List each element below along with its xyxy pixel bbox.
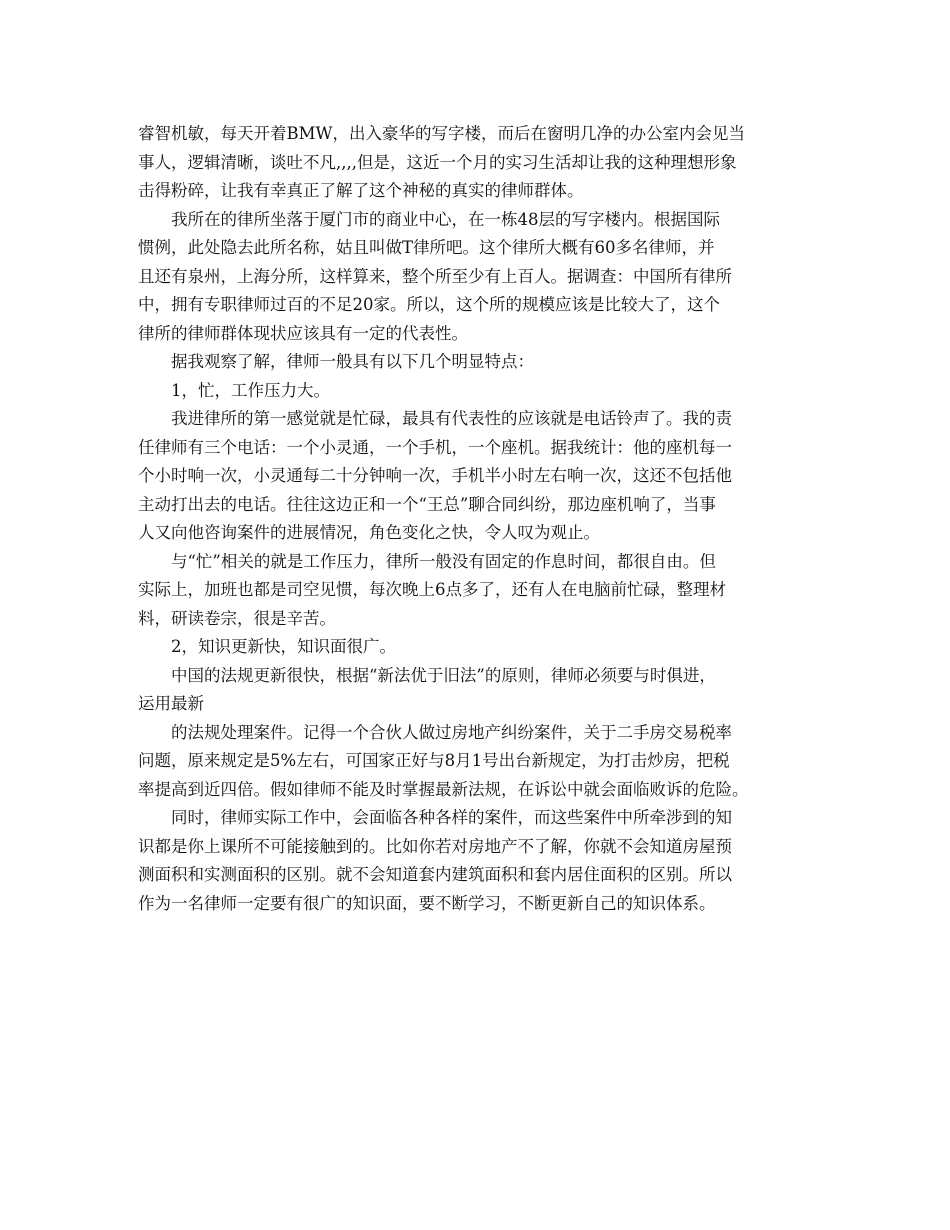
text-line: 运用最新 <box>138 694 204 713</box>
text-line: 的法规处理案件。记得一个合伙人做过房地产纠纷案件，关于二手房交易税率 <box>171 722 732 742</box>
text-line: 率提高到近四倍。假如律师不能及时掌握最新法规，在诉讼中就会面临败诉的危险。 <box>138 779 749 799</box>
paragraph-pressure <box>138 548 828 634</box>
text-line: 与“忙”相关的就是工作压力，律所一般没有固定的作息时间，都很自由。但 <box>171 551 716 571</box>
text-line: 人又向他咨询案件的进展情况，角色变化之快，令人叹为观止。 <box>138 523 600 542</box>
text-line: 测面积和实测面积的区别。就不会知道套内建筑面积和套内居住面积的区别。所以 <box>138 865 732 884</box>
paragraph-observation <box>138 348 828 377</box>
paragraph-law-firm <box>138 206 828 349</box>
text-line: 作为一名律师一定要有很广的知识面，要不断学习，不断更新自己的知识体系。 <box>138 893 716 913</box>
text-line: 事人，逻辑清晰，谈吐不凡,,,,但是，这近一个月的实习生活却让我的这种理想形象 <box>138 152 737 172</box>
text-line: 中国的法规更新很快，根据“新法优于旧法”的原则，律师必须要与时俱进， <box>171 665 716 685</box>
text-line: 实际上，加班也都是司空见惯，每次晚上6点多了，还有人在电脑前忙碌，整理材 <box>138 580 726 599</box>
text-line: 惯例，此处隐去此所名称，姑且叫做T律所吧。这个律所大概有60多名律师，并 <box>138 238 715 257</box>
paragraph-intro <box>138 120 828 206</box>
text-line: 2，知识更新快，知识面很广。 <box>171 637 396 656</box>
document-body <box>138 120 828 918</box>
paragraph-phones <box>138 405 828 548</box>
text-line: 问题，原来规定是5%左右，可国家正好与8月1号出台新规定，为打击炒房，把税 <box>138 751 730 770</box>
text-line: 睿智机敏，每天开着BMW，出入豪华的写字楼，而后在窗明几净的办公室内会见当 <box>138 124 745 143</box>
paragraph-tax-case <box>138 719 828 805</box>
text-line: 我所在的律所坐落于厦门市的商业中心，在一栋48层的写字楼内。根据国际 <box>171 209 720 229</box>
text-line: 据我观察了解，律师一般具有以下几个明显特点： <box>171 352 534 371</box>
paragraph-regulations <box>138 662 828 719</box>
paragraph-broad-knowledge <box>138 804 828 918</box>
section-heading-knowledge <box>138 633 828 662</box>
text-line: 识都是你上课所不可能接触到的。比如你若对房地产不了解，你就不会知道房屋预 <box>138 836 732 856</box>
text-line: 同时，律师实际工作中，会面临各种各样的案件，而这些案件中所牵涉到的知 <box>171 808 732 827</box>
text-line: 律所的律师群体现状应该具有一定的代表性。 <box>138 323 468 343</box>
section-heading-busy <box>138 377 828 406</box>
text-line: 击得粉碎，让我有幸真正了解了这个神秘的真实的律师群体。 <box>138 181 584 200</box>
text-line: 主动打出去的电话。往往这边正和一个“王总”聊合同纠纷，那边座机响了，当事 <box>138 494 716 514</box>
text-line: 且还有泉州，上海分所，这样算来，整个所至少有上百人。据调查：中国所有律所 <box>138 266 732 286</box>
text-line: 任律师有三个电话：一个小灵通，一个手机，一个座机。据我统计：他的座机每一 <box>138 437 732 457</box>
text-line: 中，拥有专职律师过百的不足20家。所以，这个所的规模应该是比较大了，这个 <box>138 295 720 314</box>
text-line: 个小时响一次，小灵通每二十分钟响一次，手机半小时左右响一次，这还不包括他 <box>138 466 732 485</box>
text-line: 1，忙，工作压力大。 <box>171 380 330 400</box>
text-line: 料，研读卷宗，很是辛苦。 <box>138 608 336 628</box>
text-line: 我进律所的第一感觉就是忙碌，最具有代表性的应该就是电话铃声了。我的责 <box>171 409 732 428</box>
